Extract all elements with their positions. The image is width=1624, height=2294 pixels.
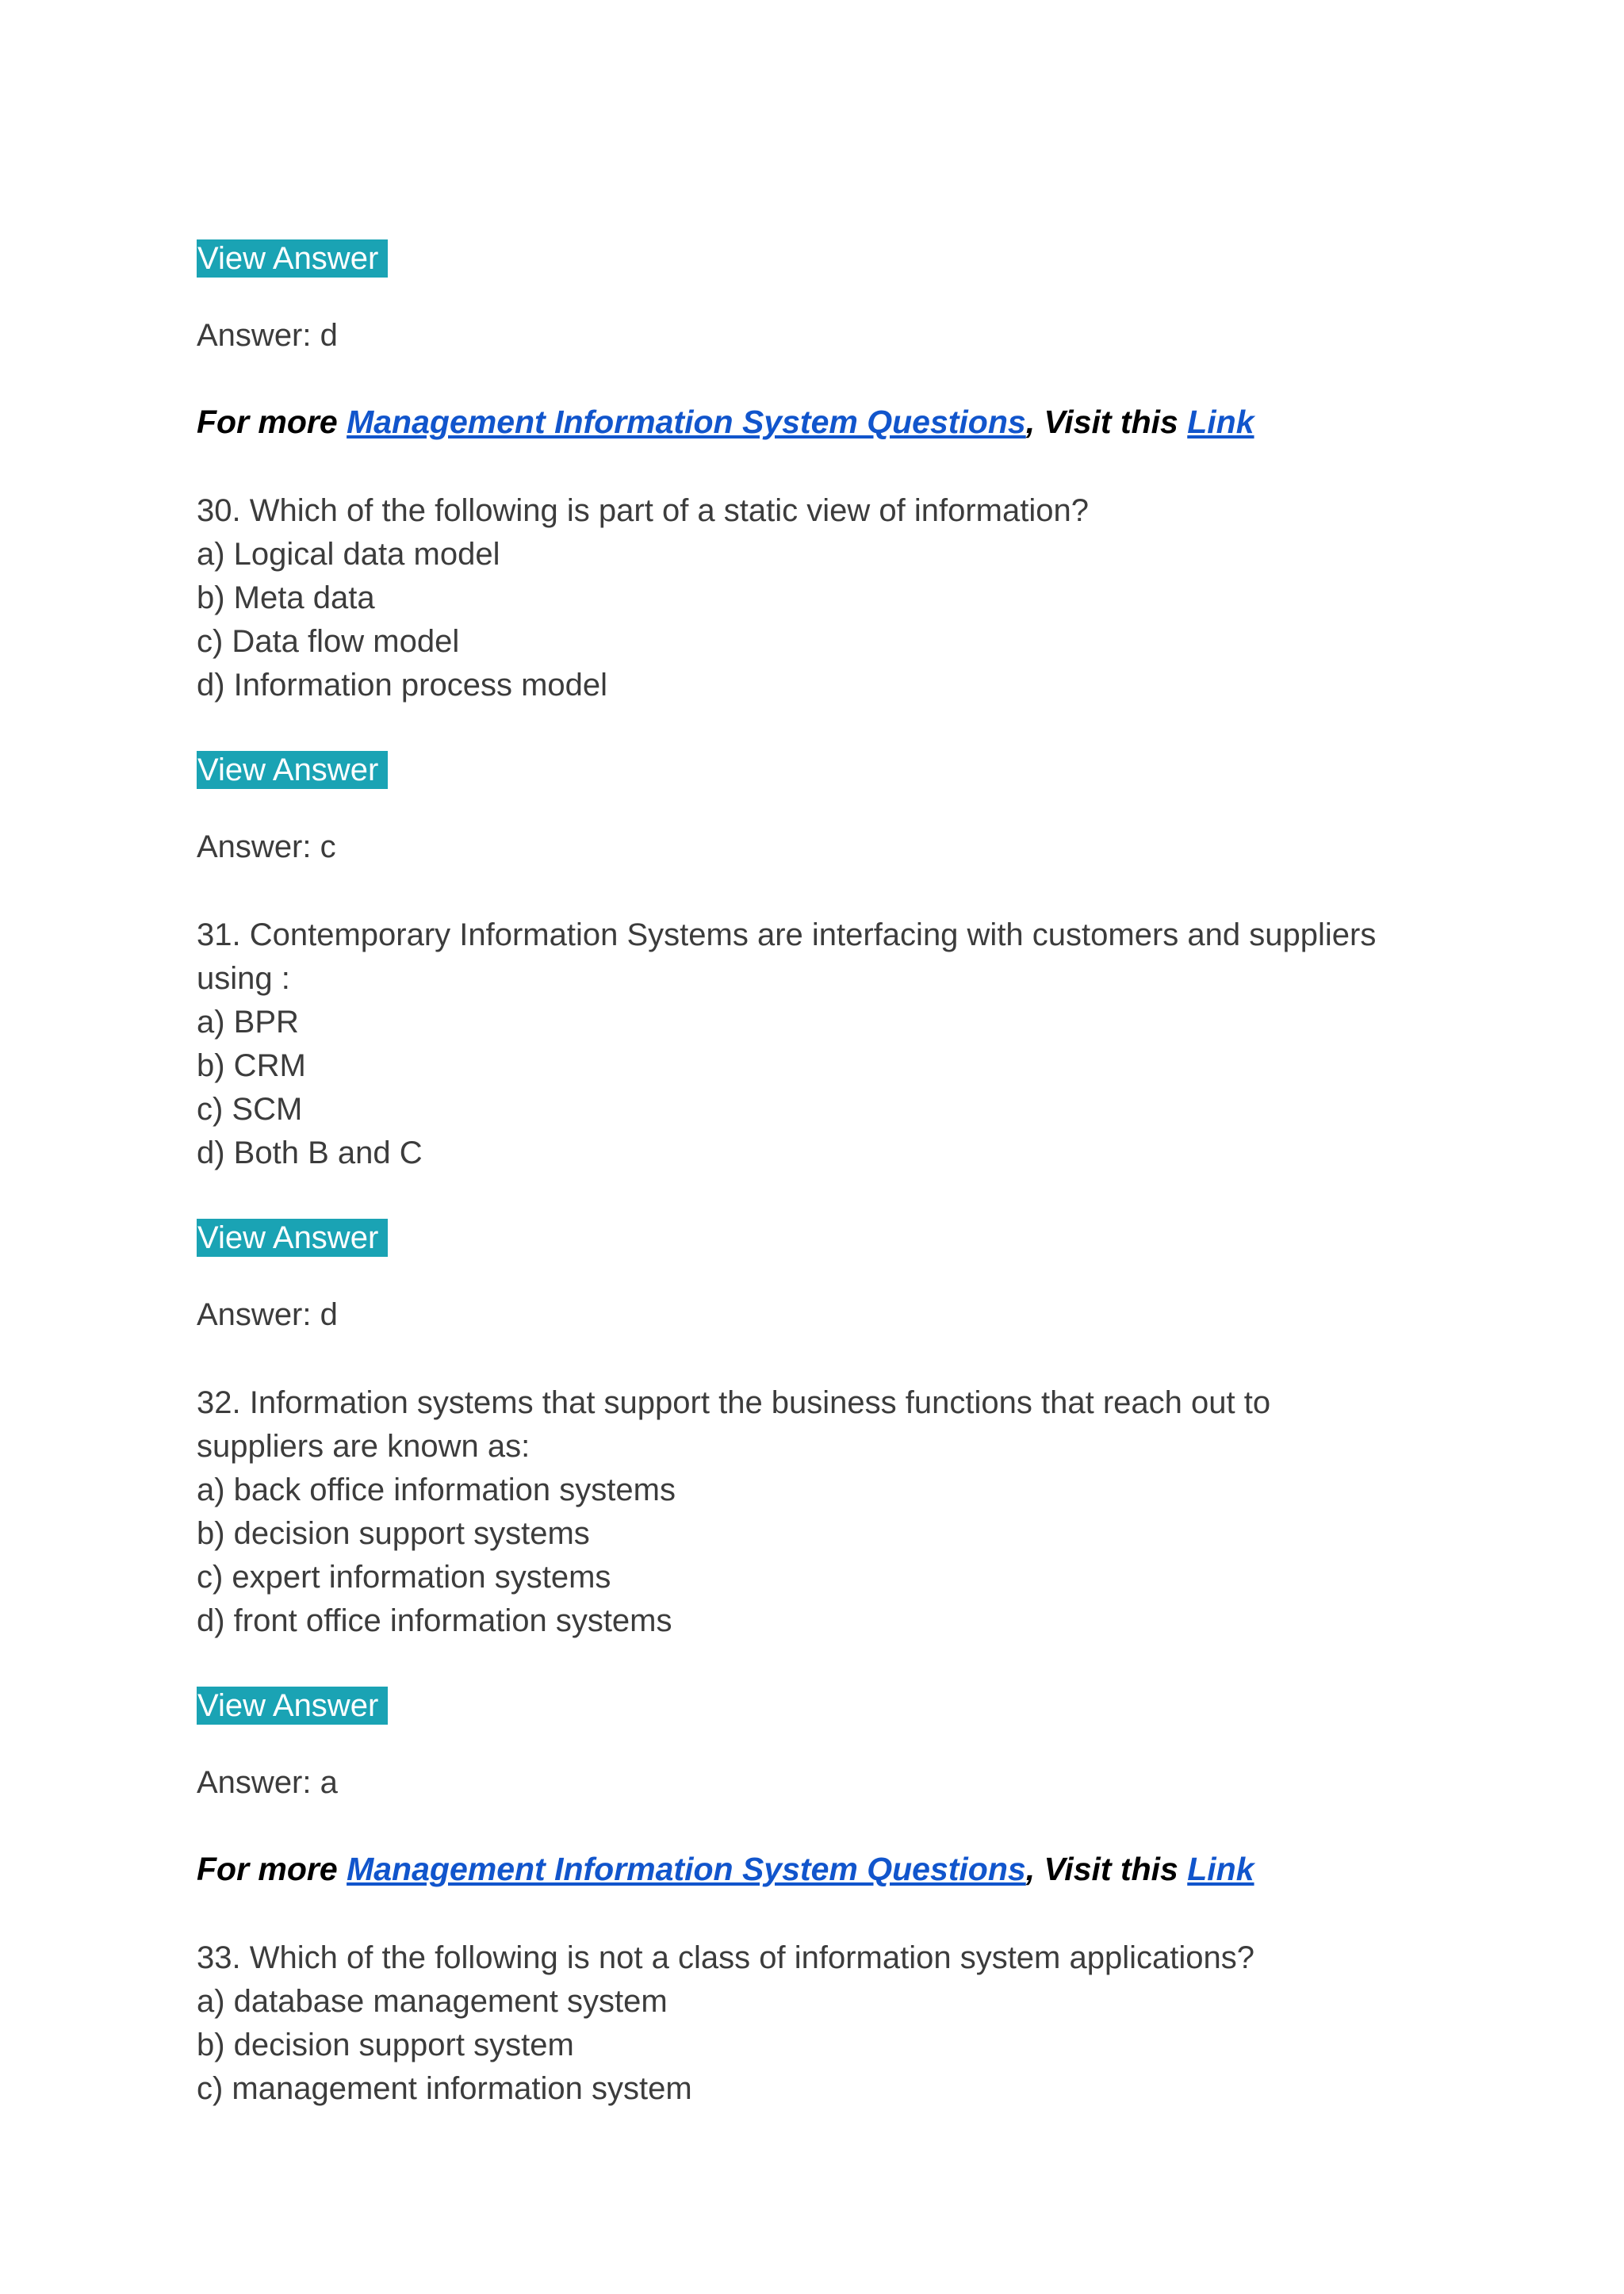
answer-text: Answer: d [197,318,338,353]
option-d: d) front office information systems [197,1603,672,1638]
option-c: c) expert information systems [197,1560,611,1595]
question-text: 31. Contemporary Information Systems are interfacing with customers and suppliers [197,917,1377,952]
option-c: c) SCM [197,1092,303,1127]
option-b: b) decision support system [197,2028,574,2062]
question-text: 30. Which of the following is part of a static view of information? [197,493,1089,528]
view-answer-button[interactable]: View Answer [197,751,388,789]
option-c: c) management information system [197,2071,692,2106]
option-c: c) Data flow model [197,624,460,659]
answer-text: Answer: c [197,829,336,864]
visit-link[interactable]: Link [1187,404,1254,440]
question-text: 33. Which of the following is not a class of information system applications? [197,1940,1254,1975]
promo-middle: , Visit this [1025,404,1188,440]
mis-questions-link[interactable]: Management Information System Questions [347,1851,1026,1887]
mis-questions-link[interactable]: Management Information System Questions [347,404,1026,440]
option-a: a) BPR [197,1005,299,1040]
promo-prefix: For more [197,404,347,440]
question-text: 32. Information systems that support the business functions that reach out to [197,1385,1271,1420]
promo-prefix: For more [197,1851,347,1887]
view-answer-button[interactable]: View Answer [197,1219,388,1257]
question-text-continued: suppliers are known as: [197,1429,530,1464]
promo-line [197,400,1254,444]
answer-text: Answer: a [197,1765,338,1800]
promo-middle: , Visit this [1025,1851,1188,1887]
answer-text: Answer: d [197,1297,338,1332]
option-a: a) database management system [197,1984,668,2019]
question-text-continued: using : [197,961,290,996]
option-b: b) decision support systems [197,1516,590,1551]
visit-link[interactable]: Link [1187,1851,1254,1887]
view-answer-button[interactable]: View Answer [197,239,388,278]
option-d: d) Both B and C [197,1136,423,1170]
option-b: b) Meta data [197,580,375,615]
view-answer-button[interactable]: View Answer [197,1687,388,1725]
option-b: b) CRM [197,1048,306,1083]
promo-line [197,1848,1254,1891]
option-a: a) Logical data model [197,537,500,572]
option-d: d) Information process model [197,668,608,703]
option-a: a) back office information systems [197,1473,676,1507]
